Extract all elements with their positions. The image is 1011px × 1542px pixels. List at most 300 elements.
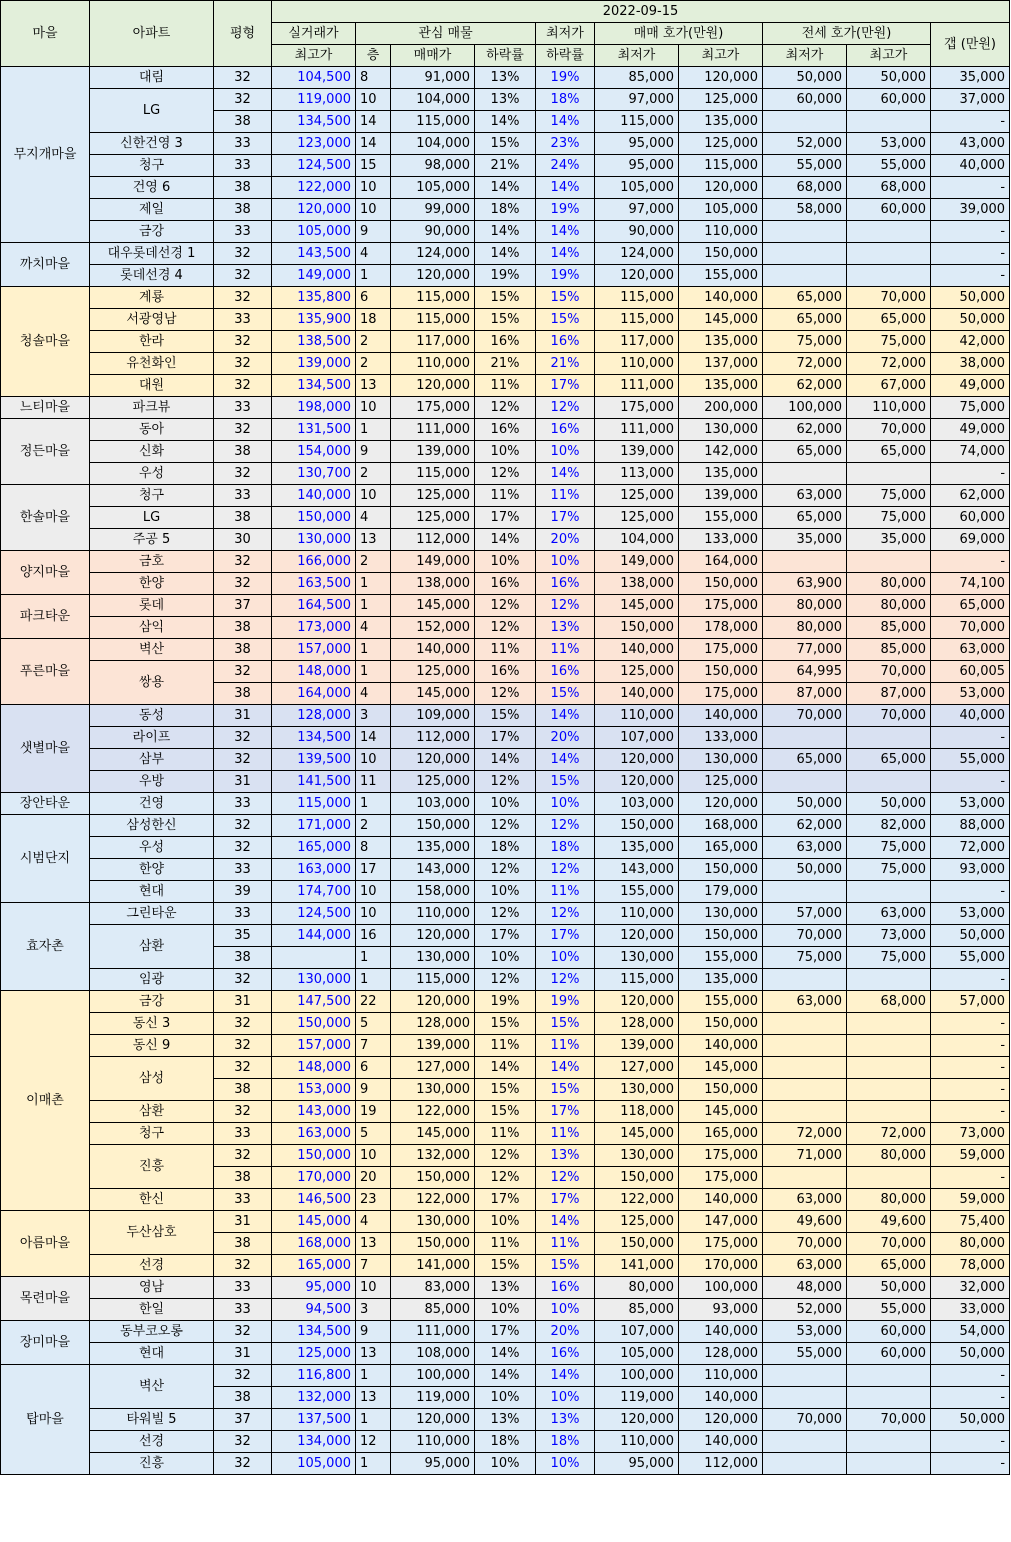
floor-cell: 10: [356, 1277, 391, 1299]
village-cell: 샛별마을: [1, 705, 90, 793]
jeonse-asking-max-cell: 55,000: [847, 1299, 931, 1321]
gap-cell: 40,000: [931, 705, 1010, 727]
drop-rate-cell: 10%: [475, 551, 536, 573]
lowest-drop-rate-cell: 16%: [536, 661, 595, 683]
sale-asking-max-cell: 139,000: [679, 485, 763, 507]
pyeong-cell: 33: [214, 221, 272, 243]
drop-rate-cell: 18%: [475, 199, 536, 221]
sale-asking-max-cell: 100,000: [679, 1277, 763, 1299]
sale-price-cell: 111,000: [391, 1321, 475, 1343]
sale-asking-max-cell: 164,000: [679, 551, 763, 573]
pyeong-cell: 33: [214, 859, 272, 881]
gap-cell: 53,000: [931, 683, 1010, 705]
gap-cell: 65,000: [931, 595, 1010, 617]
lowest-drop-rate-cell: 14%: [536, 463, 595, 485]
pyeong-cell: 33: [214, 133, 272, 155]
apartment-cell: 금호: [90, 551, 214, 573]
village-cell: 느티마을: [1, 397, 90, 419]
drop-rate-cell: 12%: [475, 1145, 536, 1167]
jeonse-asking-max-cell: 85,000: [847, 639, 931, 661]
table-row: [1, 397, 1010, 419]
pyeong-cell: 38: [214, 683, 272, 705]
apartment-cell: 동신 3: [90, 1013, 214, 1035]
sale-asking-max-cell: 133,000: [679, 529, 763, 551]
gap-cell: 60,005: [931, 661, 1010, 683]
actual-max-price-cell: 163,000: [272, 1123, 356, 1145]
actual-max-price-cell: 157,000: [272, 1035, 356, 1057]
actual-max-price-cell: 116,800: [272, 1365, 356, 1387]
lowest-drop-rate-cell: 20%: [536, 529, 595, 551]
actual-max-price-cell: 124,500: [272, 155, 356, 177]
floor-cell: 18: [356, 309, 391, 331]
sale-asking-min-cell: 95,000: [595, 155, 679, 177]
pyeong-cell: 39: [214, 881, 272, 903]
drop-rate-cell: 12%: [475, 595, 536, 617]
jeonse-asking-min-cell: 55,000: [763, 1343, 847, 1365]
floor-cell: 4: [356, 683, 391, 705]
drop-rate-cell: 10%: [475, 793, 536, 815]
floor-cell: 13: [356, 529, 391, 551]
drop-rate-cell: 13%: [475, 67, 536, 89]
floor-cell: 6: [356, 287, 391, 309]
sale-price-cell: 149,000: [391, 551, 475, 573]
sale-asking-max-cell: 135,000: [679, 463, 763, 485]
lowest-drop-rate-cell: 13%: [536, 1409, 595, 1431]
lowest-drop-rate-cell: 12%: [536, 595, 595, 617]
floor-cell: 2: [356, 353, 391, 375]
jeonse-asking-max-cell: 70,000: [847, 419, 931, 441]
lowest-drop-rate-cell: 15%: [536, 1255, 595, 1277]
header-sale-min: 최저가: [595, 45, 679, 67]
gap-cell: 39,000: [931, 199, 1010, 221]
sale-price-cell: 158,000: [391, 881, 475, 903]
sale-asking-min-cell: 110,000: [595, 353, 679, 375]
lowest-drop-rate-cell: 17%: [536, 1101, 595, 1123]
sale-price-cell: 150,000: [391, 815, 475, 837]
actual-max-price-cell: 148,000: [272, 661, 356, 683]
sale-price-cell: 115,000: [391, 111, 475, 133]
jeonse-asking-min-cell: [763, 551, 847, 573]
jeonse-asking-min-cell: 77,000: [763, 639, 847, 661]
lowest-drop-rate-cell: 10%: [536, 1299, 595, 1321]
header-drop-rate: 하락률: [475, 45, 536, 67]
sale-price-cell: 145,000: [391, 595, 475, 617]
sale-asking-min-cell: 97,000: [595, 199, 679, 221]
jeonse-asking-max-cell: 80,000: [847, 1145, 931, 1167]
sale-asking-max-cell: 155,000: [679, 507, 763, 529]
pyeong-cell: 31: [214, 771, 272, 793]
sale-price-cell: 115,000: [391, 969, 475, 991]
sale-asking-max-cell: 170,000: [679, 1255, 763, 1277]
pyeong-cell: 38: [214, 507, 272, 529]
lowest-drop-rate-cell: 15%: [536, 683, 595, 705]
drop-rate-cell: 18%: [475, 1431, 536, 1453]
sale-asking-max-cell: 130,000: [679, 749, 763, 771]
gap-cell: 49,000: [931, 419, 1010, 441]
floor-cell: 12: [356, 1431, 391, 1453]
drop-rate-cell: 11%: [475, 375, 536, 397]
jeonse-asking-min-cell: [763, 1387, 847, 1409]
apartment-cell: 대우롯데선경 1: [90, 243, 214, 265]
village-cell: 아름마을: [1, 1211, 90, 1277]
sale-asking-min-cell: 115,000: [595, 309, 679, 331]
jeonse-asking-max-cell: [847, 1431, 931, 1453]
sale-price-cell: 104,000: [391, 89, 475, 111]
pyeong-cell: 32: [214, 463, 272, 485]
apartment-cell: 건영: [90, 793, 214, 815]
lowest-drop-rate-cell: 12%: [536, 969, 595, 991]
jeonse-asking-min-cell: 57,000: [763, 903, 847, 925]
sale-asking-max-cell: 150,000: [679, 1079, 763, 1101]
sale-asking-max-cell: 175,000: [679, 639, 763, 661]
drop-rate-cell: 18%: [475, 837, 536, 859]
drop-rate-cell: 14%: [475, 1343, 536, 1365]
jeonse-asking-min-cell: [763, 1101, 847, 1123]
sale-price-cell: 104,000: [391, 133, 475, 155]
sale-asking-max-cell: 155,000: [679, 991, 763, 1013]
sale-asking-min-cell: 120,000: [595, 771, 679, 793]
gap-cell: 70,000: [931, 617, 1010, 639]
jeonse-asking-max-cell: 65,000: [847, 441, 931, 463]
jeonse-asking-min-cell: 52,000: [763, 1299, 847, 1321]
actual-max-price-cell: 148,000: [272, 1057, 356, 1079]
header-interest: 관심 매물: [356, 23, 536, 45]
gap-cell: -: [931, 463, 1010, 485]
gap-cell: -: [931, 243, 1010, 265]
floor-cell: 1: [356, 793, 391, 815]
sale-price-cell: 150,000: [391, 1167, 475, 1189]
table-row: [1, 837, 1010, 859]
header-jeonse-min: 최저가: [763, 45, 847, 67]
sale-asking-max-cell: 140,000: [679, 1035, 763, 1057]
lowest-drop-rate-cell: 14%: [536, 111, 595, 133]
drop-rate-cell: 15%: [475, 1255, 536, 1277]
table-row: [1, 199, 1010, 221]
lowest-drop-rate-cell: 19%: [536, 265, 595, 287]
sale-price-cell: 120,000: [391, 265, 475, 287]
table-row: [1, 419, 1010, 441]
actual-max-price-cell: 135,800: [272, 287, 356, 309]
table-row: [1, 1255, 1010, 1277]
jeonse-asking-max-cell: 65,000: [847, 309, 931, 331]
sale-asking-min-cell: 80,000: [595, 1277, 679, 1299]
sale-price-cell: 145,000: [391, 683, 475, 705]
sale-asking-max-cell: 125,000: [679, 133, 763, 155]
jeonse-asking-max-cell: 60,000: [847, 1321, 931, 1343]
apartment-cell: 서광영남: [90, 309, 214, 331]
drop-rate-cell: 13%: [475, 1409, 536, 1431]
actual-max-price-cell: 174,700: [272, 881, 356, 903]
jeonse-asking-min-cell: [763, 969, 847, 991]
sale-price-cell: 125,000: [391, 507, 475, 529]
sale-asking-min-cell: 122,000: [595, 1189, 679, 1211]
gap-cell: 78,000: [931, 1255, 1010, 1277]
floor-cell: 4: [356, 1211, 391, 1233]
table-row: [1, 551, 1010, 573]
apartment-cell: 금강: [90, 991, 214, 1013]
apartment-cell: 대림: [90, 67, 214, 89]
jeonse-asking-max-cell: [847, 727, 931, 749]
actual-max-price-cell: 122,000: [272, 177, 356, 199]
drop-rate-cell: 15%: [475, 1079, 536, 1101]
apartment-cell: 타워빌 5: [90, 1409, 214, 1431]
actual-max-price-cell: 124,500: [272, 903, 356, 925]
actual-max-price-cell: 165,000: [272, 1255, 356, 1277]
actual-max-price-cell: 165,000: [272, 837, 356, 859]
sale-asking-max-cell: 150,000: [679, 1013, 763, 1035]
gap-cell: 93,000: [931, 859, 1010, 881]
jeonse-asking-max-cell: [847, 243, 931, 265]
sale-asking-max-cell: 93,000: [679, 1299, 763, 1321]
village-cell: 청솔마을: [1, 287, 90, 397]
sale-price-cell: 115,000: [391, 287, 475, 309]
apartment-cell: 청구: [90, 1123, 214, 1145]
actual-max-price-cell: 139,000: [272, 353, 356, 375]
pyeong-cell: 33: [214, 397, 272, 419]
jeonse-asking-min-cell: [763, 265, 847, 287]
table-row: [1, 441, 1010, 463]
sale-asking-max-cell: 147,000: [679, 1211, 763, 1233]
jeonse-asking-min-cell: [763, 1035, 847, 1057]
floor-cell: 5: [356, 1123, 391, 1145]
sale-asking-min-cell: 113,000: [595, 463, 679, 485]
jeonse-asking-max-cell: [847, 221, 931, 243]
jeonse-asking-max-cell: [847, 265, 931, 287]
sale-asking-max-cell: 145,000: [679, 1057, 763, 1079]
sale-asking-min-cell: 141,000: [595, 1255, 679, 1277]
sale-asking-min-cell: 120,000: [595, 925, 679, 947]
floor-cell: 1: [356, 1409, 391, 1431]
table-row: [1, 89, 1010, 111]
lowest-drop-rate-cell: 12%: [536, 815, 595, 837]
drop-rate-cell: 10%: [475, 947, 536, 969]
actual-max-price-cell: 125,000: [272, 1343, 356, 1365]
sale-asking-min-cell: 130,000: [595, 1079, 679, 1101]
apartment-cell: 동성: [90, 705, 214, 727]
lowest-drop-rate-cell: 14%: [536, 1211, 595, 1233]
jeonse-asking-max-cell: 60,000: [847, 199, 931, 221]
actual-max-price-cell: 164,000: [272, 683, 356, 705]
lowest-drop-rate-cell: 18%: [536, 1431, 595, 1453]
floor-cell: 13: [356, 1233, 391, 1255]
header-sale-max: 최고가: [679, 45, 763, 67]
apartment-cell: 삼환: [90, 1101, 214, 1123]
pyeong-cell: 33: [214, 155, 272, 177]
sale-asking-max-cell: 175,000: [679, 595, 763, 617]
jeonse-asking-max-cell: 75,000: [847, 331, 931, 353]
jeonse-asking-min-cell: [763, 221, 847, 243]
apartment-cell: 현대: [90, 881, 214, 903]
sale-price-cell: 122,000: [391, 1101, 475, 1123]
sale-asking-min-cell: 128,000: [595, 1013, 679, 1035]
table-row: [1, 881, 1010, 903]
table-row: [1, 485, 1010, 507]
sale-price-cell: 120,000: [391, 991, 475, 1013]
sale-asking-min-cell: 120,000: [595, 749, 679, 771]
apartment-cell: 벽산: [90, 639, 214, 661]
village-cell: 효자촌: [1, 903, 90, 991]
gap-cell: 60,000: [931, 507, 1010, 529]
jeonse-asking-max-cell: [847, 1035, 931, 1057]
apartment-cell: LG: [90, 89, 214, 133]
apartment-cell: 유천화인: [90, 353, 214, 375]
drop-rate-cell: 16%: [475, 573, 536, 595]
sale-price-cell: 112,000: [391, 529, 475, 551]
pyeong-cell: 33: [214, 793, 272, 815]
village-cell: 까치마을: [1, 243, 90, 287]
actual-max-price-cell: 120,000: [272, 199, 356, 221]
floor-cell: 3: [356, 1299, 391, 1321]
floor-cell: 7: [356, 1255, 391, 1277]
table-row: [1, 925, 1010, 947]
lowest-drop-rate-cell: 11%: [536, 881, 595, 903]
lowest-drop-rate-cell: 18%: [536, 837, 595, 859]
sale-price-cell: 143,000: [391, 859, 475, 881]
gap-cell: -: [931, 111, 1010, 133]
apartment-cell: 신한건영 3: [90, 133, 214, 155]
sale-asking-max-cell: 120,000: [679, 1409, 763, 1431]
jeonse-asking-min-cell: 65,000: [763, 309, 847, 331]
gap-cell: 35,000: [931, 67, 1010, 89]
floor-cell: 11: [356, 771, 391, 793]
drop-rate-cell: 12%: [475, 683, 536, 705]
floor-cell: 8: [356, 837, 391, 859]
jeonse-asking-max-cell: [847, 551, 931, 573]
sale-asking-min-cell: 118,000: [595, 1101, 679, 1123]
pyeong-cell: 32: [214, 551, 272, 573]
gap-cell: 42,000: [931, 331, 1010, 353]
lowest-drop-rate-cell: 14%: [536, 1365, 595, 1387]
gap-cell: -: [931, 177, 1010, 199]
sale-asking-min-cell: 111,000: [595, 375, 679, 397]
pyeong-cell: 32: [214, 1431, 272, 1453]
apartment-cell: 신화: [90, 441, 214, 463]
gap-cell: -: [931, 551, 1010, 573]
actual-max-price-cell: 134,500: [272, 375, 356, 397]
actual-max-price-cell: 134,500: [272, 727, 356, 749]
jeonse-asking-min-cell: [763, 243, 847, 265]
jeonse-asking-max-cell: 87,000: [847, 683, 931, 705]
table-row: [1, 1409, 1010, 1431]
table-row: [1, 1035, 1010, 1057]
actual-max-price-cell: 150,000: [272, 1145, 356, 1167]
actual-max-price-cell: 150,000: [272, 1013, 356, 1035]
sale-asking-min-cell: 140,000: [595, 639, 679, 661]
actual-max-price-cell: 123,000: [272, 133, 356, 155]
drop-rate-cell: 16%: [475, 331, 536, 353]
apartment-cell: 쌍용: [90, 661, 214, 705]
gap-cell: -: [931, 1101, 1010, 1123]
lowest-drop-rate-cell: 15%: [536, 287, 595, 309]
jeonse-asking-min-cell: 64,995: [763, 661, 847, 683]
sale-asking-min-cell: 120,000: [595, 265, 679, 287]
pyeong-cell: 32: [214, 815, 272, 837]
sale-asking-max-cell: 135,000: [679, 331, 763, 353]
drop-rate-cell: 15%: [475, 287, 536, 309]
jeonse-asking-min-cell: [763, 771, 847, 793]
floor-cell: 23: [356, 1189, 391, 1211]
apartment-cell: 한양: [90, 859, 214, 881]
pyeong-cell: 33: [214, 1123, 272, 1145]
table-row: [1, 573, 1010, 595]
gap-cell: -: [931, 1387, 1010, 1409]
apartment-cell: 제일: [90, 199, 214, 221]
actual-max-price-cell: 163,500: [272, 573, 356, 595]
pyeong-cell: 37: [214, 1409, 272, 1431]
jeonse-asking-max-cell: 63,000: [847, 903, 931, 925]
actual-max-price-cell: 171,000: [272, 815, 356, 837]
pyeong-cell: 30: [214, 529, 272, 551]
sale-asking-max-cell: 168,000: [679, 815, 763, 837]
pyeong-cell: 31: [214, 991, 272, 1013]
drop-rate-cell: 14%: [475, 221, 536, 243]
pyeong-cell: 33: [214, 903, 272, 925]
jeonse-asking-min-cell: 87,000: [763, 683, 847, 705]
drop-rate-cell: 10%: [475, 881, 536, 903]
drop-rate-cell: 14%: [475, 243, 536, 265]
sale-asking-max-cell: 135,000: [679, 375, 763, 397]
gap-cell: -: [931, 771, 1010, 793]
floor-cell: 1: [356, 947, 391, 969]
pyeong-cell: 32: [214, 1321, 272, 1343]
sale-asking-max-cell: 115,000: [679, 155, 763, 177]
actual-max-price-cell: 134,500: [272, 111, 356, 133]
sale-asking-max-cell: 140,000: [679, 705, 763, 727]
table-header: [1, 1, 1010, 67]
pyeong-cell: 38: [214, 1167, 272, 1189]
floor-cell: 8: [356, 67, 391, 89]
apartment-cell: 우성: [90, 837, 214, 859]
sale-asking-max-cell: 150,000: [679, 661, 763, 683]
drop-rate-cell: 15%: [475, 309, 536, 331]
table-row: [1, 243, 1010, 265]
sale-price-cell: 135,000: [391, 837, 475, 859]
sale-asking-min-cell: 97,000: [595, 89, 679, 111]
pyeong-cell: 32: [214, 89, 272, 111]
drop-rate-cell: 13%: [475, 89, 536, 111]
gap-cell: -: [931, 1365, 1010, 1387]
jeonse-asking-max-cell: [847, 771, 931, 793]
jeonse-asking-max-cell: [847, 1057, 931, 1079]
actual-max-price-cell: 166,000: [272, 551, 356, 573]
sale-price-cell: 112,000: [391, 727, 475, 749]
jeonse-asking-max-cell: 55,000: [847, 155, 931, 177]
sale-asking-min-cell: 149,000: [595, 551, 679, 573]
sale-asking-max-cell: 165,000: [679, 837, 763, 859]
lowest-drop-rate-cell: 14%: [536, 221, 595, 243]
pyeong-cell: 38: [214, 947, 272, 969]
table-row: [1, 749, 1010, 771]
sale-asking-min-cell: 95,000: [595, 133, 679, 155]
lowest-drop-rate-cell: 23%: [536, 133, 595, 155]
floor-cell: 9: [356, 221, 391, 243]
pyeong-cell: 38: [214, 1387, 272, 1409]
actual-max-price-cell: 164,500: [272, 595, 356, 617]
actual-max-price-cell: 95,000: [272, 1277, 356, 1299]
sale-asking-max-cell: 142,000: [679, 441, 763, 463]
table-row: [1, 1277, 1010, 1299]
jeonse-asking-max-cell: 53,000: [847, 133, 931, 155]
village-cell: 한솔마을: [1, 485, 90, 551]
lowest-drop-rate-cell: 12%: [536, 397, 595, 419]
apartment-cell: 주공 5: [90, 529, 214, 551]
jeonse-asking-max-cell: 73,000: [847, 925, 931, 947]
sale-asking-max-cell: 135,000: [679, 111, 763, 133]
floor-cell: 6: [356, 1057, 391, 1079]
floor-cell: 10: [356, 749, 391, 771]
actual-max-price-cell: 119,000: [272, 89, 356, 111]
actual-max-price-cell: 153,000: [272, 1079, 356, 1101]
